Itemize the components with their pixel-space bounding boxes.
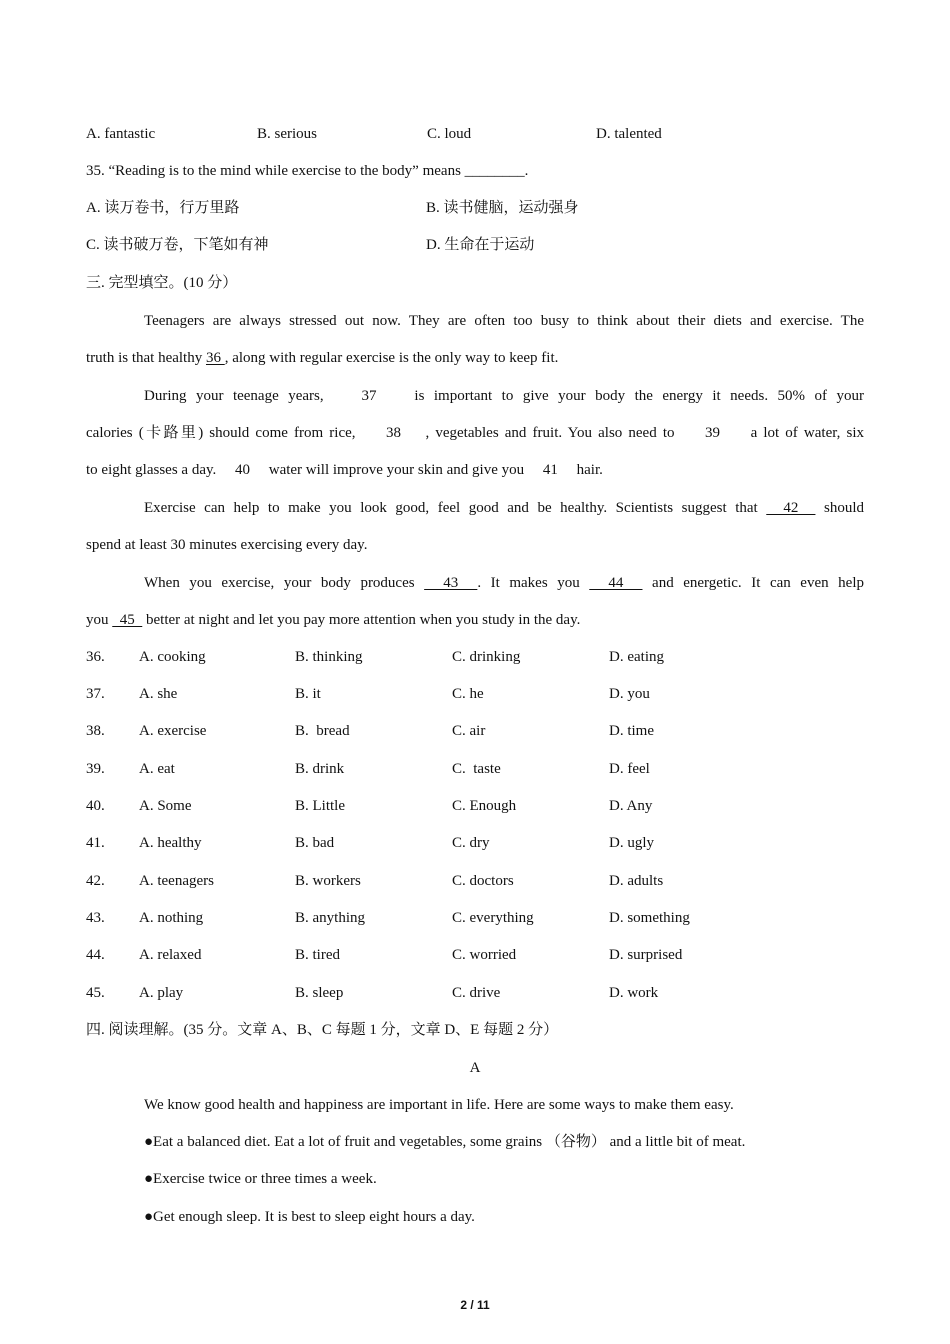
- cloze-p1-line1: Teenagers are always stressed out now. They are often too busy to think about their diets and exercise. The: [144, 313, 864, 329]
- option-d: D. adults: [609, 873, 664, 889]
- option-b: B. drink: [295, 761, 345, 777]
- option-c: C. he: [452, 686, 484, 702]
- question-number: 38.: [86, 723, 105, 739]
- option-c: C. drinking: [452, 649, 521, 665]
- option-a: A. teenagers: [139, 873, 214, 889]
- option-a: A. play: [139, 985, 184, 1001]
- option-b: B. Little: [295, 798, 345, 814]
- option-d: D. Any: [609, 798, 653, 814]
- blank-36: 36: [205, 350, 225, 366]
- page-number: 2 / 11: [460, 1298, 490, 1312]
- text-fragment: better at night and let you pay more attention when you study in the day.: [142, 612, 581, 628]
- q35-stem: 35. “Reading is to the mind while exercise to the body” means ________.: [86, 163, 529, 179]
- section4-heading: 四. 阅读理解。(35 分。文章 A、B、C 每题 1 分，文章 D、E 每题 2 分）: [86, 1022, 559, 1038]
- option-b: B. sleep: [295, 985, 344, 1001]
- q35-option-b: B. 读书健脑，运动强身: [426, 200, 579, 216]
- option-a: A. Some: [139, 798, 192, 814]
- q34-option-d: D. talented: [596, 126, 662, 142]
- cloze-p1-line2: [86, 348, 558, 368]
- blank-44: 44: [589, 575, 643, 591]
- cloze-p3-line2: spend at least 30 minutes exercising every day.: [86, 537, 368, 553]
- option-a: A. she: [139, 686, 178, 702]
- question-number: 37.: [86, 686, 105, 702]
- blank-42: 42: [766, 500, 816, 516]
- option-d: D. you: [609, 686, 650, 702]
- option-d: D. something: [609, 910, 690, 926]
- question-number: 43.: [86, 910, 105, 926]
- blank-45: 45: [112, 612, 143, 628]
- passage-intro: We know good health and happiness are important in life. Here are some ways to make them easy.: [144, 1097, 734, 1113]
- question-number: 45.: [86, 985, 105, 1001]
- text-fragment: truth is that healthy: [86, 350, 206, 366]
- text-fragment: . It makes you: [477, 575, 590, 591]
- option-b: B. workers: [295, 873, 361, 889]
- option-a: A. nothing: [139, 910, 204, 926]
- cloze-p4-line2: [86, 610, 580, 630]
- option-b: B. thinking: [295, 649, 363, 665]
- q34-option-c: C. loud: [427, 126, 472, 142]
- cloze-p2-line2: calories (卡路里) should come from rice, 38 , vegetables and fruit. You also need to 39 a lot of water, six: [86, 425, 864, 441]
- passage-label: A: [469, 1060, 481, 1076]
- option-c: C. drive: [452, 985, 501, 1001]
- text-fragment: you: [86, 612, 113, 628]
- bullet-item: ●Eat a balanced diet. Eat a lot of fruit and vegetables, some grains （谷物） and a little bit of meat.: [144, 1134, 746, 1150]
- option-a: A. relaxed: [139, 947, 202, 963]
- option-b: B. bread: [295, 723, 350, 739]
- q34-option-b: B. serious: [257, 126, 317, 142]
- option-b: B. tired: [295, 947, 340, 963]
- q35-option-d: D. 生命在于运动: [426, 237, 535, 253]
- q35-option-a: A. 读万卷书，行万里路: [86, 200, 240, 216]
- option-d: D. ugly: [609, 835, 654, 851]
- question-number: 36.: [86, 649, 105, 665]
- option-c: C. taste: [452, 761, 501, 777]
- bullet-item: ●Exercise twice or three times a week.: [144, 1171, 377, 1187]
- option-c: C. dry: [452, 835, 490, 851]
- option-a: A. exercise: [139, 723, 207, 739]
- option-c: C. everything: [452, 910, 534, 926]
- cloze-p2-line3: to eight glasses a day. 40 water will improve your skin and give you 41 hair.: [86, 462, 603, 478]
- bullet-item: ●Get enough sleep. It is best to sleep eight hours a day.: [144, 1209, 475, 1225]
- section3-heading: 三. 完型填空。(10 分）: [86, 275, 238, 291]
- question-number: 44.: [86, 947, 105, 963]
- option-c: C. doctors: [452, 873, 514, 889]
- option-d: D. surprised: [609, 947, 683, 963]
- option-c: C. Enough: [452, 798, 517, 814]
- q35-option-c: C. 读书破万卷，下笔如有神: [86, 237, 269, 253]
- option-d: D. work: [609, 985, 659, 1001]
- option-a: A. healthy: [139, 835, 202, 851]
- blank-43: 43: [424, 575, 478, 591]
- option-d: D. feel: [609, 761, 650, 777]
- question-number: 41.: [86, 835, 105, 851]
- question-number: 39.: [86, 761, 105, 777]
- text-fragment: and energetic. It can even help: [642, 575, 865, 591]
- option-c: C. air: [452, 723, 486, 739]
- cloze-p3-line1: [144, 498, 864, 518]
- cloze-p2-line1: During your teenage years, 37 is important to give your body the energy it needs. 50% of your: [144, 388, 864, 404]
- cloze-p4-line1: [144, 573, 864, 593]
- option-d: D. eating: [609, 649, 664, 665]
- option-b: B. it: [295, 686, 321, 702]
- q34-option-a: A. fantastic: [86, 126, 156, 142]
- question-number: 40.: [86, 798, 105, 814]
- text-fragment: should: [815, 500, 865, 516]
- question-number: 42.: [86, 873, 105, 889]
- option-b: B. bad: [295, 835, 335, 851]
- option-a: A. eat: [139, 761, 175, 777]
- text-fragment: Exercise can help to make you look good, feel good and be healthy. Scientists suggest that: [144, 500, 767, 516]
- text-fragment: When you exercise, your body produces: [144, 575, 425, 591]
- text-fragment: , along with regular exercise is the only way to keep fit.: [224, 350, 559, 366]
- option-c: C. worried: [452, 947, 517, 963]
- option-b: B. anything: [295, 910, 365, 926]
- option-a: A. cooking: [139, 649, 206, 665]
- option-d: D. time: [609, 723, 654, 739]
